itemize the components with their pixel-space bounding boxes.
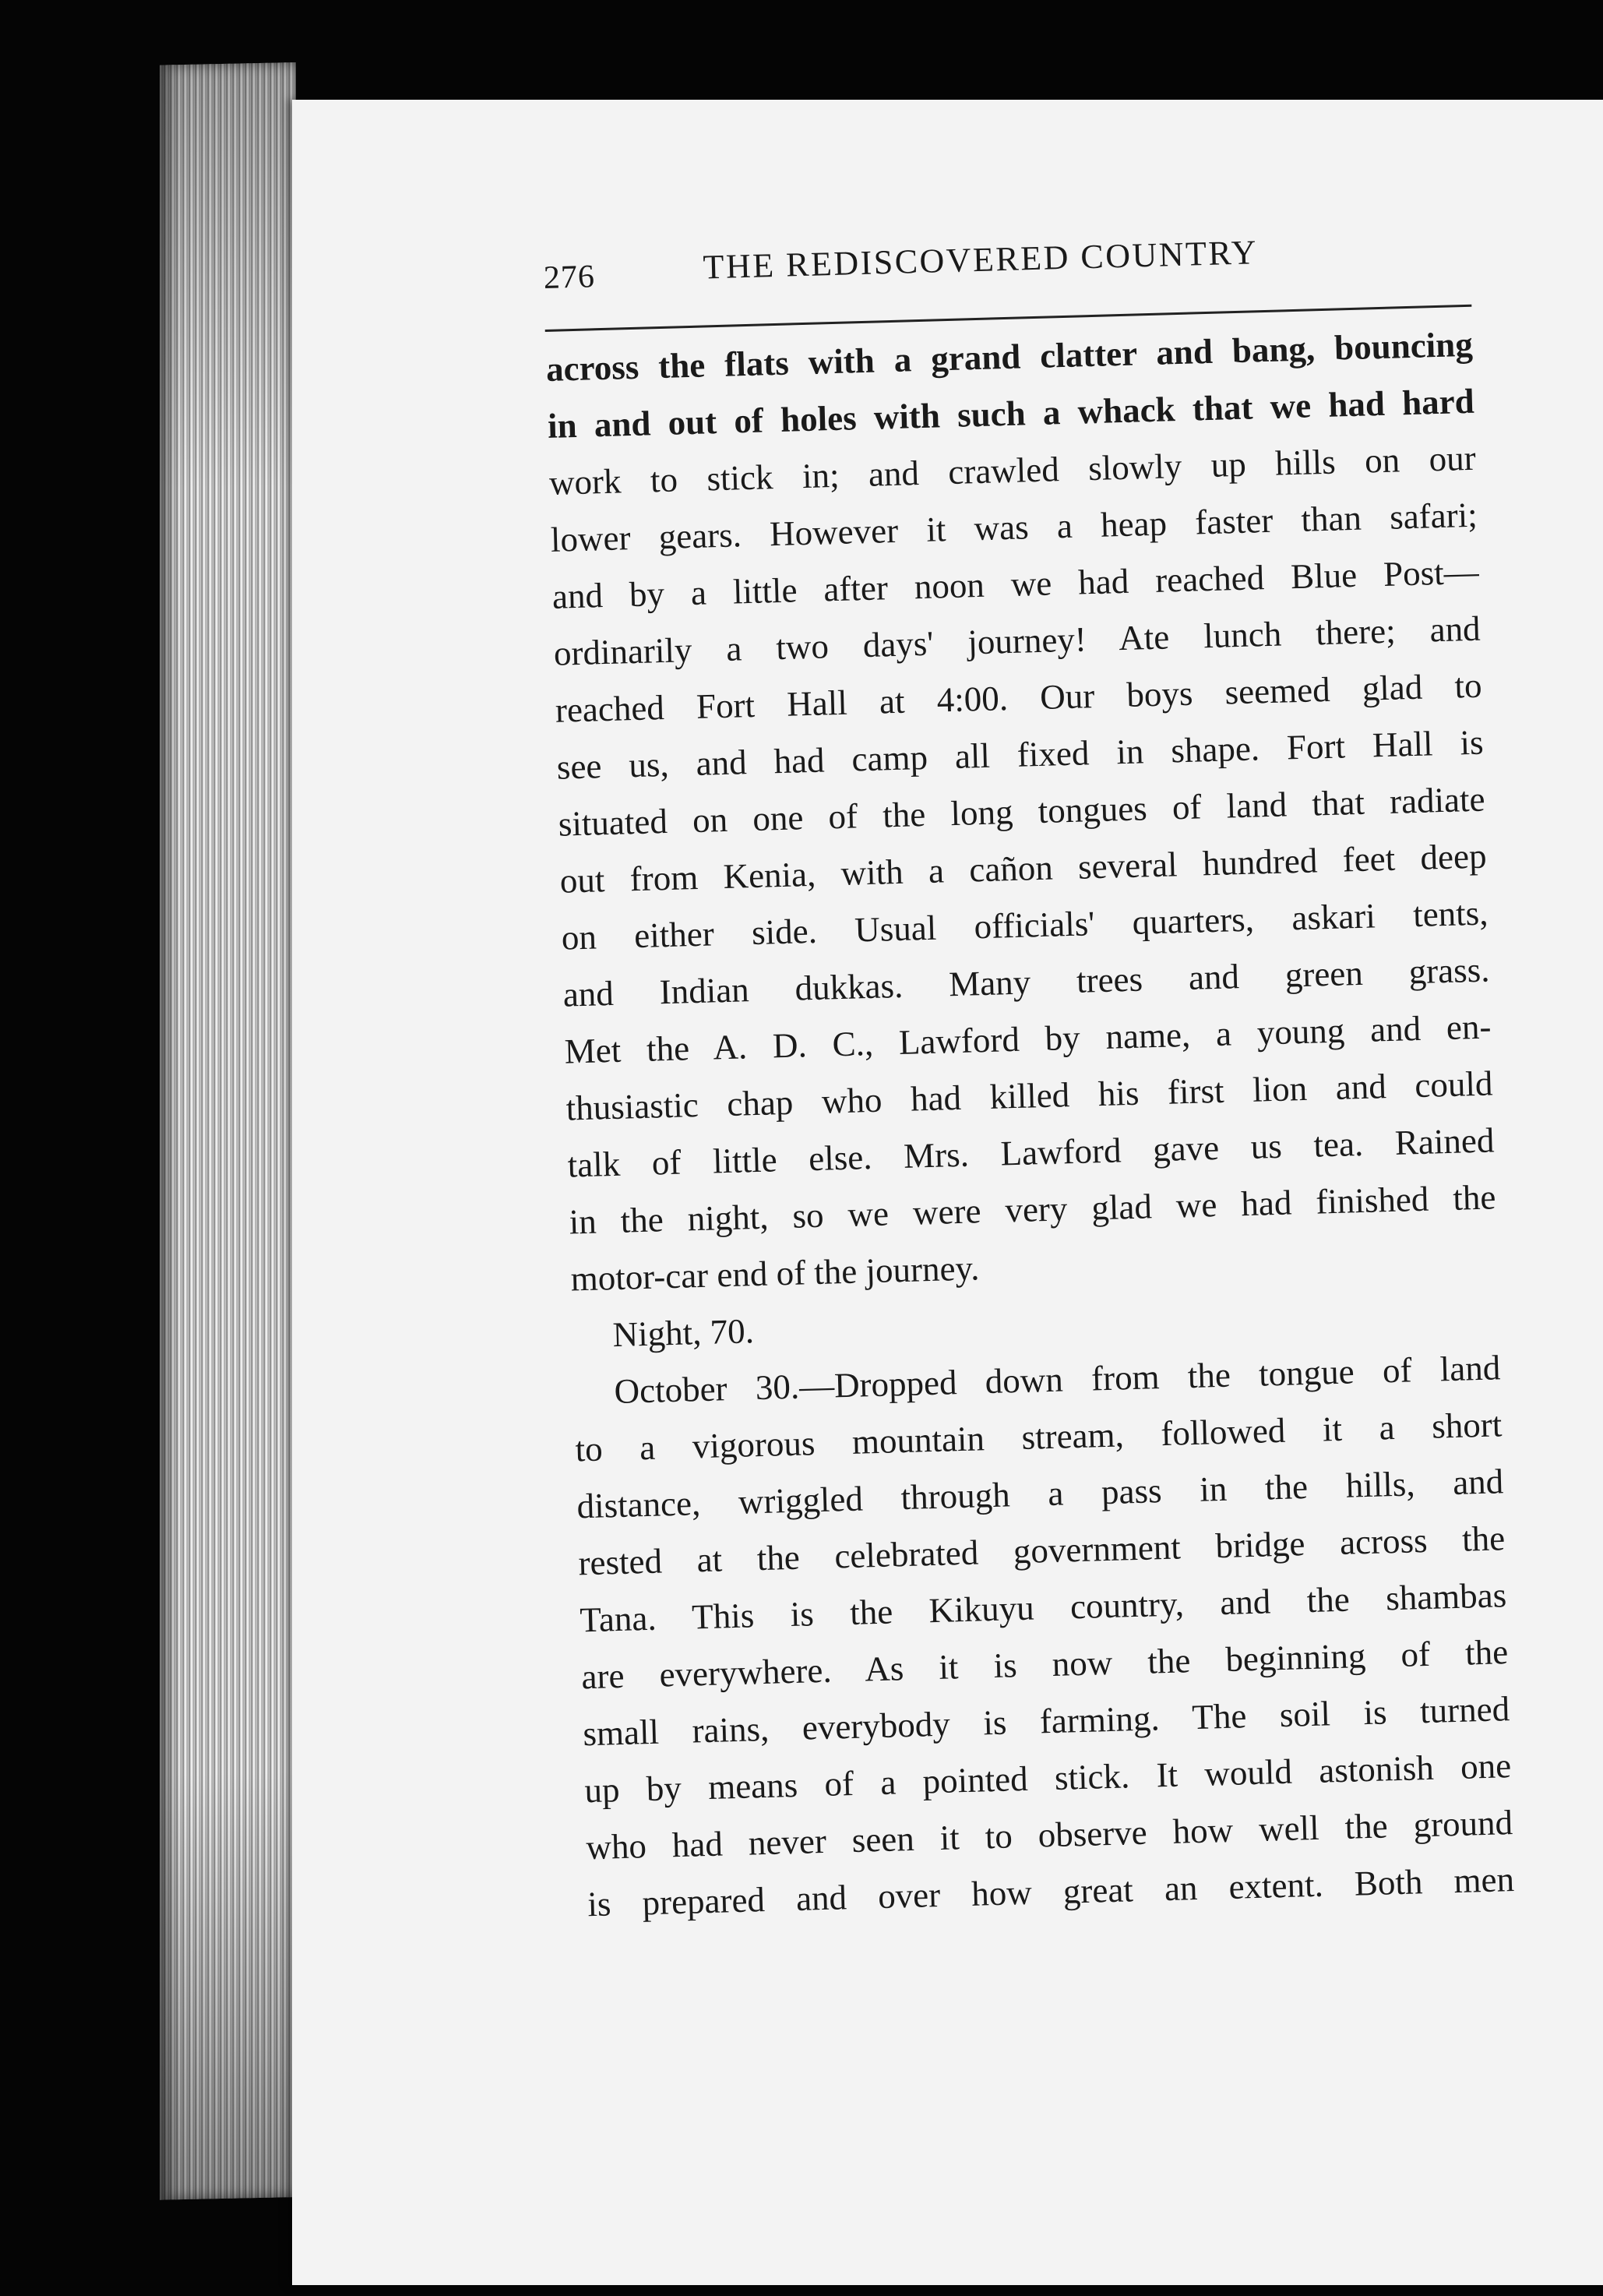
text-line: small rains, everybody is farming. The soil is turned — [582, 1689, 1510, 1754]
text-line: to a vigorous mountain stream, followed it a short — [574, 1405, 1503, 1469]
text-line: rested at the celebrated government bridge across the — [577, 1518, 1506, 1583]
text-line: thusiastic chap who had killed his first lion and could — [565, 1063, 1493, 1128]
text-line: on either side. Usual officials' quarters, askari tents, — [561, 893, 1489, 958]
text-line: distance, wriggled through a pass in the hills, and — [576, 1462, 1504, 1526]
text-block — [543, 226, 1546, 1933]
page-number: 276 — [543, 259, 596, 296]
text-line: situated on one of the long tongues of land that radiate — [558, 779, 1486, 844]
text-line: Tana. This is the Kikuyu country, and the shambas — [579, 1575, 1507, 1640]
text-line: work to stick in; and crawled slowly up hills on our — [548, 438, 1477, 503]
text-line: out from Kenia, with a cañon several hundred feet deep — [559, 836, 1488, 901]
text-line: are everywhere. As it is now the beginning of the — [580, 1632, 1509, 1697]
text-line: across the flats with a grand clatter and bang, bouncing — [545, 324, 1474, 389]
text-line: Met the A. D. C., Lawford by name, a young and en- — [564, 1007, 1492, 1071]
text-line: and by a little after noon we had reached Blue Post— — [551, 552, 1480, 616]
text-line: lower gears. However it was a heap faster than safari; — [550, 495, 1478, 559]
text-line: ordinarily a two days' journey! Ate lunch there; and — [553, 608, 1481, 673]
running-head — [543, 226, 1503, 309]
text-line: talk of little else. Mrs. Lawford gave us tea. Rained — [567, 1120, 1495, 1185]
text-line: is prepared and over how great an extent. Both men — [587, 1860, 1515, 1924]
text-line: in the night, so we were very glad we had finished the — [569, 1177, 1496, 1242]
running-title: THE REDISCOVERED COUNTRY — [702, 233, 1259, 287]
text-line: October 30.—Dropped down from the tongue of land — [613, 1348, 1501, 1412]
text-line: in and out of holes with such a whack that we had hard — [547, 381, 1475, 446]
text-line: up by means of a pointed stick. It would astonish one — [583, 1746, 1512, 1811]
text-line: and Indian dukkas. Many trees and green grass. — [562, 950, 1491, 1014]
text-line: reached Fort Hall at 4:00. Our boys seemed glad to — [555, 665, 1483, 730]
book-page — [292, 100, 1603, 2285]
book-page-edges — [160, 62, 296, 2200]
text-line: who had never seen it to observe how well the ground — [585, 1803, 1513, 1867]
text-line: Night, 70. — [611, 1311, 755, 1355]
text-line: see us, and had camp all fixed in shape. Fort Hall is — [556, 722, 1485, 787]
text-line: motor-car end of the journey. — [570, 1248, 980, 1299]
